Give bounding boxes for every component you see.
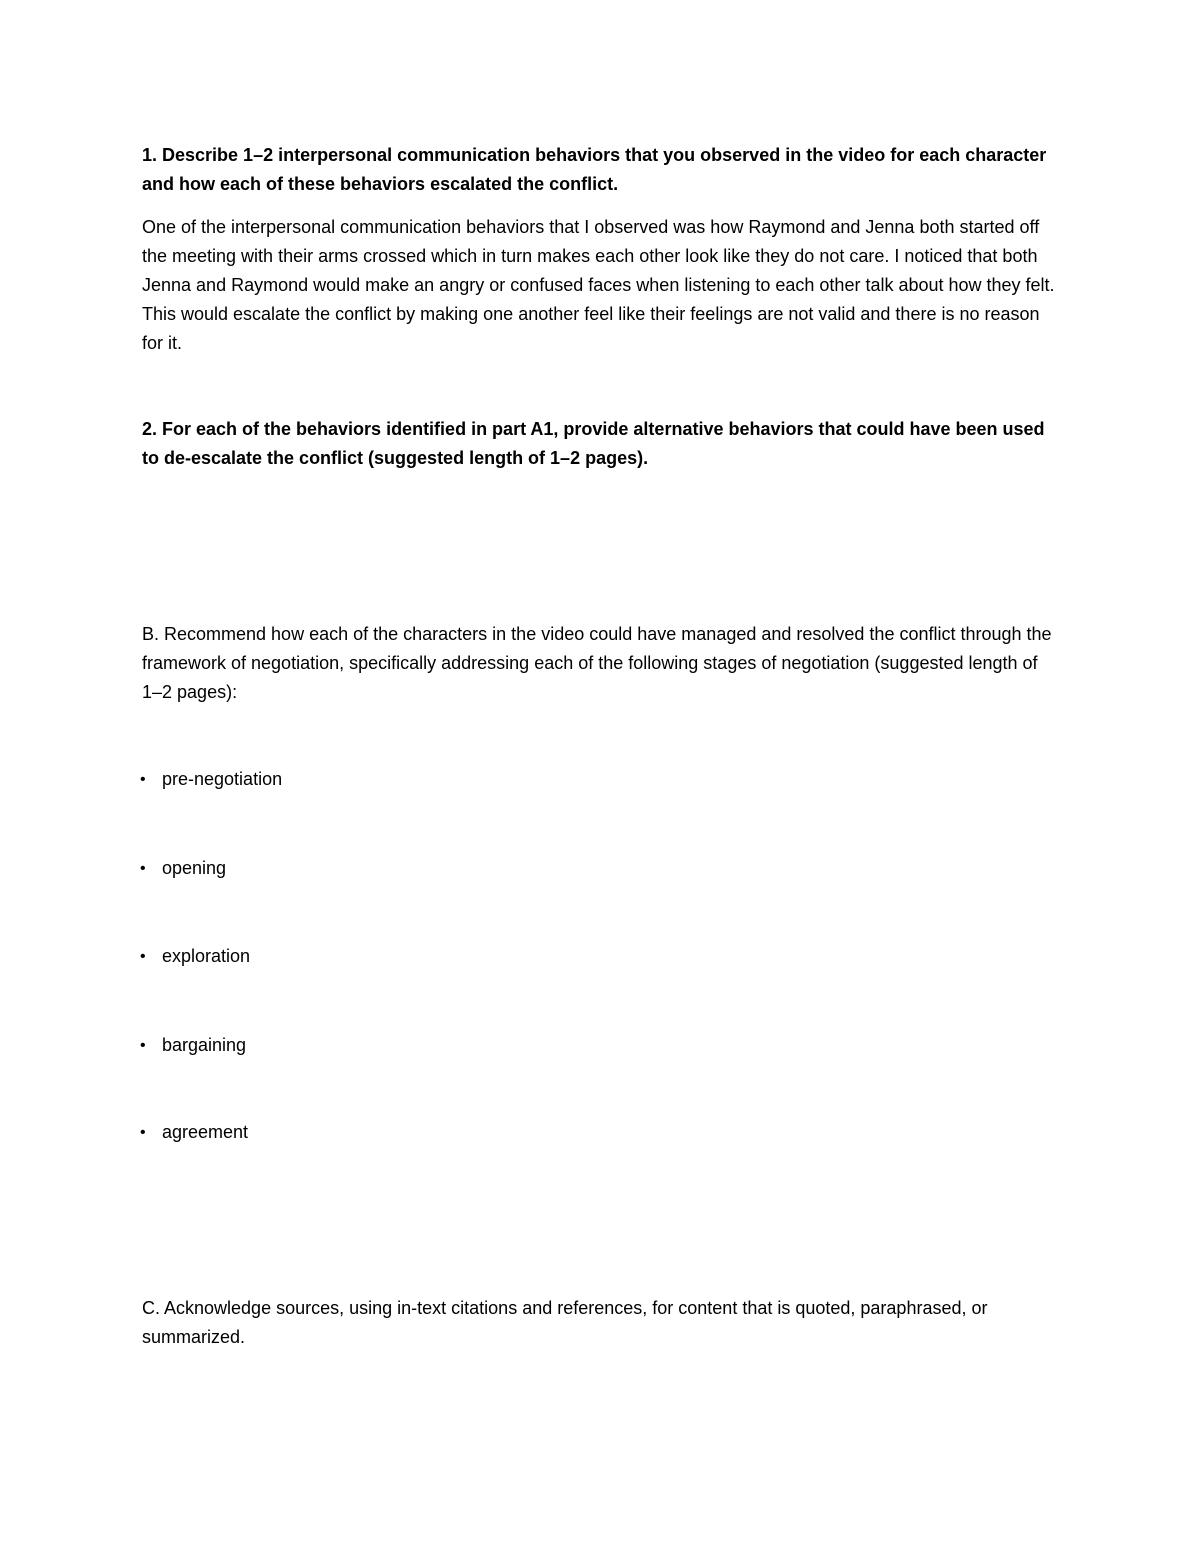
section-c-prompt: C. Acknowledge sources, using in-text citations and references, for content that is quoted, paraphrased, or summarized.: [142, 1298, 988, 1347]
stage-list-item: [140, 854, 226, 883]
stage-list-item: [140, 942, 250, 971]
stage-label: bargaining: [162, 1035, 247, 1055]
stage-label: opening: [162, 858, 227, 878]
stage-list-item: [140, 1118, 248, 1147]
stage-list-item: [140, 765, 282, 794]
answer-a1: One of the interpersonal communication behaviors that I observed was how Raymond and Jenna both started off the meeting with their arms crossed which in turn makes each other look like they do not care. I noticed that both Jenna and Raymond would make an angry or confused faces when listening to each other talk about how they felt. This would escalate the conflict by making one another feel like their feelings are not valid and there is no reason for it.: [142, 217, 1055, 353]
stage-label: pre-negotiation: [162, 769, 283, 789]
bullet-icon: •: [140, 771, 146, 788]
bullet-icon: •: [140, 948, 146, 965]
bullet-icon: •: [140, 1037, 146, 1054]
stage-list-item: [140, 1031, 246, 1060]
section-b-prompt: B. Recommend how each of the characters in the video could have managed and resolved the conflict through the framework of negotiation, specifically addressing each of the following stages of negotiation (suggested length of 1–2 pages):: [142, 624, 1052, 702]
bullet-icon: •: [140, 1124, 146, 1141]
question-a2: 2. For each of the behaviors identified in part A1, provide alternative behaviors that could have been used to de-escalate the conflict (suggested length of 1–2 pages).: [142, 419, 1045, 468]
stage-label: exploration: [162, 946, 251, 966]
question-a1: 1. Describe 1–2 interpersonal communication behaviors that you observed in the video for each character and how each of these behaviors escalated the conflict.: [142, 145, 1047, 194]
stage-label: agreement: [162, 1122, 249, 1142]
bullet-icon: •: [140, 860, 146, 877]
